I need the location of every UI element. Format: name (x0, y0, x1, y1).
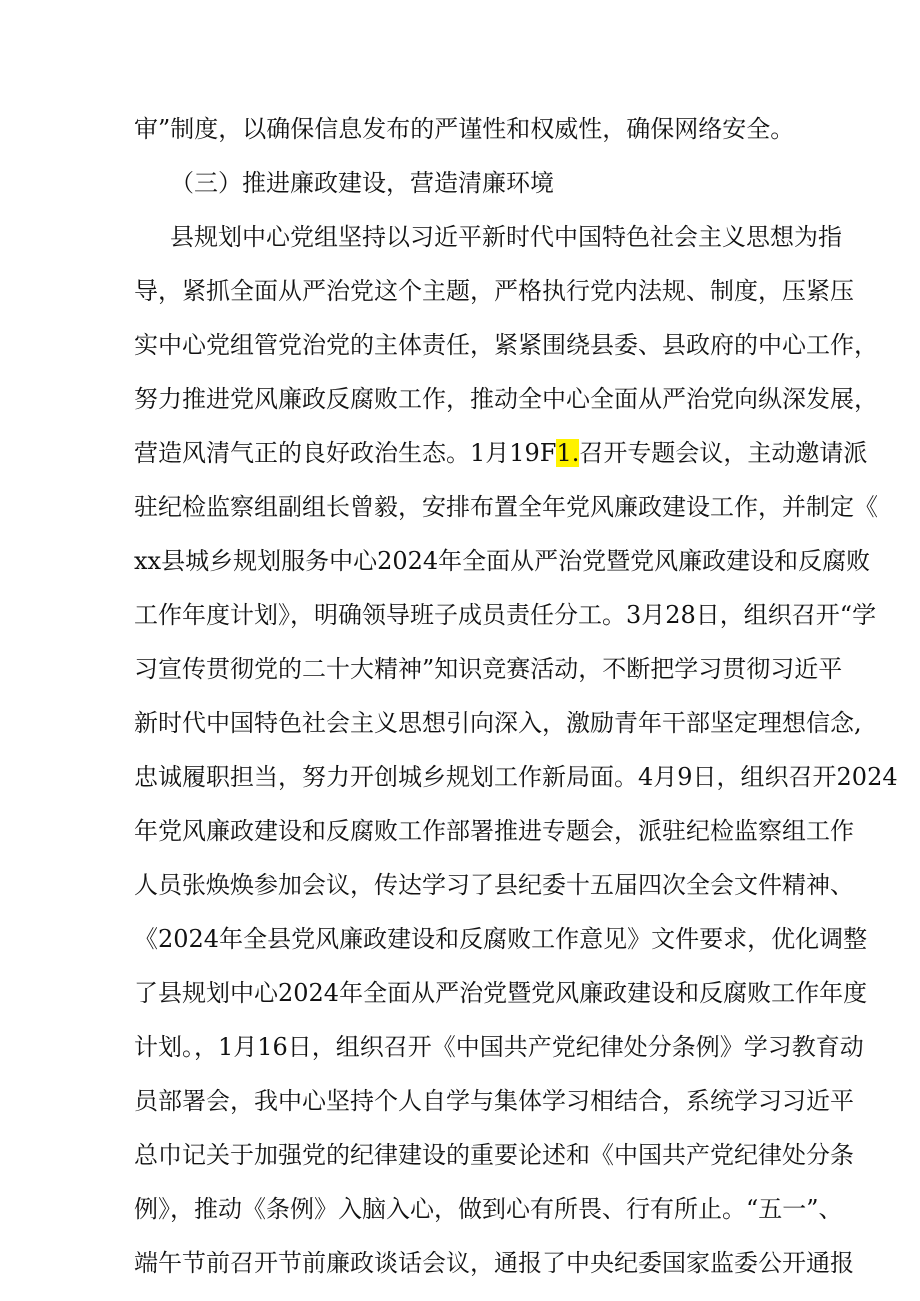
text-line-17: 了县规划中心2024年全面从严治党暨党风廉政建设和反腐败工作年度 (134, 979, 868, 1007)
text-line-16: 《2024年全县党风廉政建设和反腐败工作意见》文件要求，优化调整 (134, 925, 868, 953)
text-line-3: 县规划中心党组坚持以习近平新时代中国特色社会主义思想为指 (170, 223, 842, 251)
text-line-8: 驻纪检监察组副组长曾毅，安排布置全年党风廉政建设工作，并制定《 (134, 493, 878, 521)
text-line-6: 努力推进党风廉政反腐败工作，推动全中心全面从严治党向纵深发展， (134, 385, 878, 413)
text-line-4: 导，紧抓全面从严治党这个主题，严格执行党内法规、制度，压紧压 (134, 277, 854, 305)
text-line-22: 端午节前召开节前廉政谈话会议，通报了中央纪委国家监委公开通报 (134, 1249, 854, 1277)
text-line-1: 审”制度，以确保信息发布的严谨性和权威性，确保网络安全。 (134, 115, 795, 143)
text-line-11: 习宣传贯彻党的二十大精神”知识竞赛活动，不断把学习贯彻习近平 (134, 655, 843, 683)
text-line-21: 例》，推动《条例》入脑入心，做到心有所畏、行有所止。“五一”、 (134, 1195, 843, 1223)
text-line-7-tail: 召开专题会议，主动邀请派 (579, 439, 868, 467)
text-line-13: 忠诚履职担当，努力开创城乡规划工作新局面。4月9日，组织召开2024 (134, 763, 898, 791)
text-line-18: 计划。，1月16日，组织召开《中国共产党纪律处分条例》学习教育动 (134, 1033, 864, 1061)
text-line-20: 总巾记关于加强党的纪律建设的重要论述和《中国共产党纪律处分条 (134, 1141, 854, 1169)
highlighted-text: 1. (556, 439, 580, 467)
text-line-12: 新时代中国特色社会主义思想引向深入，激励青年干部坚定理想信念, (134, 709, 862, 737)
text-line-5: 实中心党组管党治党的主体责任，紧紧围绕县委、县政府的中心工作， (134, 331, 878, 359)
text-line-15: 人员张焕焕参加会议，传达学习了县纪委十五届四次全会文件精神、 (134, 871, 854, 899)
text-line-19: 员部署会，我中心坚持个人自学与集体学习相结合，系统学习习近平 (134, 1087, 854, 1115)
text-line-9: xx县城乡规划服务中心2024年全面从严治党暨党风廉政建设和反腐败 (134, 547, 871, 575)
text-line-10: 工作年度计划》，明确领导班子成员责任分工。3月28日，组织召开“学 (134, 601, 877, 629)
text-line-7-head: 营造风清气正的良好政治生态。1月19F (134, 439, 557, 467)
section-heading: （三）推进廉政建设，营造清廉环境 (170, 169, 554, 197)
text-line-14: 年党风廉政建设和反腐败工作部署推进专题会，派驻纪检监察组工作 (134, 817, 854, 845)
text-line-7 (134, 438, 867, 468)
